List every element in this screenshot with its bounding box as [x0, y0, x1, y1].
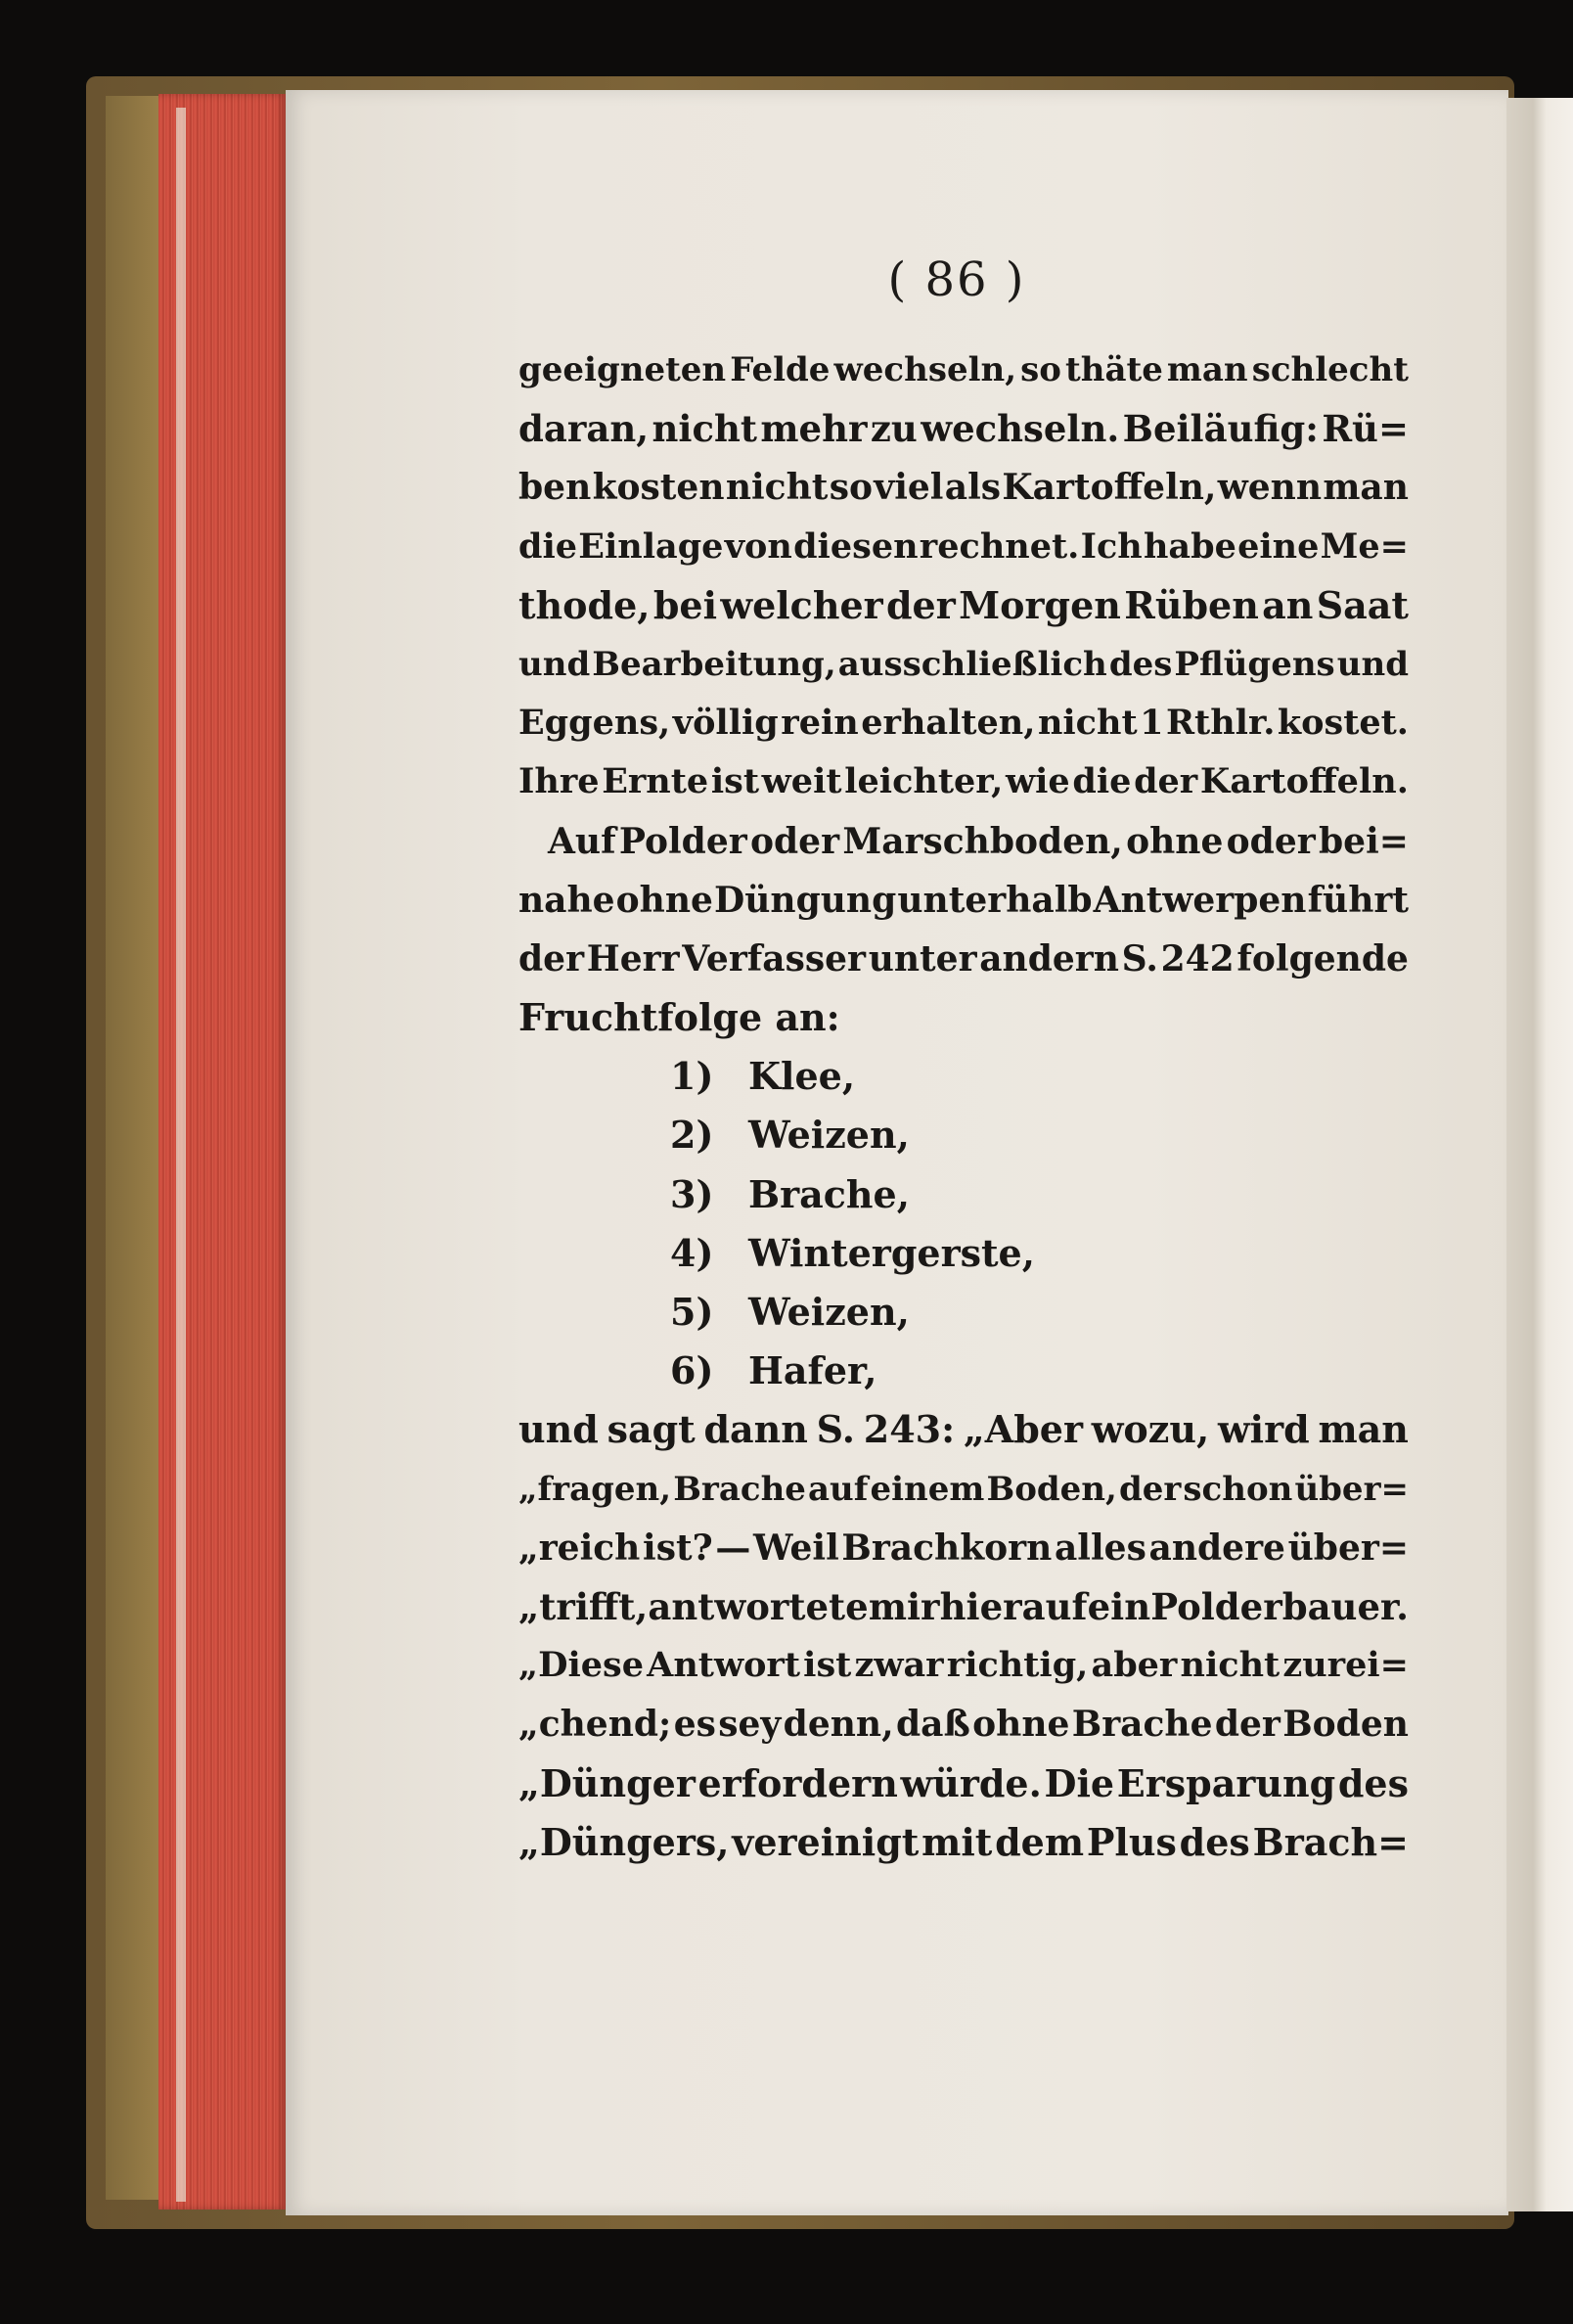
list-item [518, 1106, 1409, 1164]
list-text: Weizen, [748, 1113, 910, 1158]
list-text: Klee, [748, 1054, 856, 1099]
list-item [518, 1283, 1409, 1342]
page-number: ( 86 ) [887, 252, 1026, 307]
list-number: 2) [670, 1113, 714, 1158]
text-line: Ihre Ernte ist weit leichter, wie die der Kartoffeln. [518, 761, 1409, 802]
facing-page-edge [1506, 98, 1573, 2211]
list-number: 3) [670, 1171, 714, 1216]
text-line: „trifft, antwortete mir hierauf ein Polderbauer. [518, 1584, 1409, 1628]
text-line: ben kosten nicht so viel als Kartoffeln, wenn man [518, 467, 1409, 509]
list-number: 1) [670, 1054, 714, 1099]
text-line: die Einlage von diesen rechnet. Ich habe eine Me= [518, 525, 1409, 567]
text-line: und Bearbeitung, ausschließlich des Pflügens und [518, 644, 1409, 684]
text-line: Fruchtfolge an: [518, 995, 840, 1040]
text-line: Auf Polder oder Marschboden, ohne oder bei= [548, 820, 1409, 862]
list-item [518, 1224, 1409, 1283]
text-line: „chend; es sey denn, daß ohne Brache der Boden [518, 1704, 1409, 1746]
list-text: Brache, [748, 1171, 910, 1216]
list-number: 6) [670, 1348, 714, 1393]
list-text: Hafer, [748, 1348, 877, 1393]
text-line: thode, bei welcher der Morgen Rüben an Saat [518, 582, 1409, 627]
text-line: „fragen, Brache auf einem Boden, der schon über= [518, 1469, 1409, 1509]
list-number: 4) [670, 1230, 714, 1275]
text-line: daran, nicht mehr zu wechseln. Beiläufig: Rü= [518, 407, 1409, 451]
list-number: 5) [670, 1290, 714, 1334]
list-text: Weizen, [748, 1290, 910, 1334]
text-line: „Düngers, vereinigt mit dem Plus des Brach= [518, 1819, 1409, 1864]
text-line: der Herr Verfasser unter andern S. 242 folgende [518, 937, 1409, 980]
list-item [518, 1342, 1409, 1400]
text-line: geeigneten Felde wechseln, so thäte man schlecht [518, 350, 1409, 389]
page-edge-highlight [176, 108, 186, 2202]
page-text [518, 341, 1409, 1872]
list-text: Wintergerste, [748, 1230, 1035, 1275]
list-item [518, 1047, 1409, 1106]
text-line: „reich ist? — Weil Brachkorn alles andere über= [518, 1527, 1409, 1569]
text-line: Eggens, völlig rein erhalten, nicht 1 Rthlr. kostet. [518, 703, 1409, 744]
text-line: nahe ohne Düngung unterhalb Antwerpen führt [518, 879, 1409, 921]
list-item [518, 1165, 1409, 1224]
text-line: „Dünger erfordern würde. Die Ersparung des [518, 1760, 1409, 1805]
text-line: „Diese Antwort ist zwar richtig, aber nicht zurei= [518, 1645, 1409, 1686]
text-line: und sagt dann S. 243: „Aber wozu, wird man [518, 1407, 1409, 1452]
